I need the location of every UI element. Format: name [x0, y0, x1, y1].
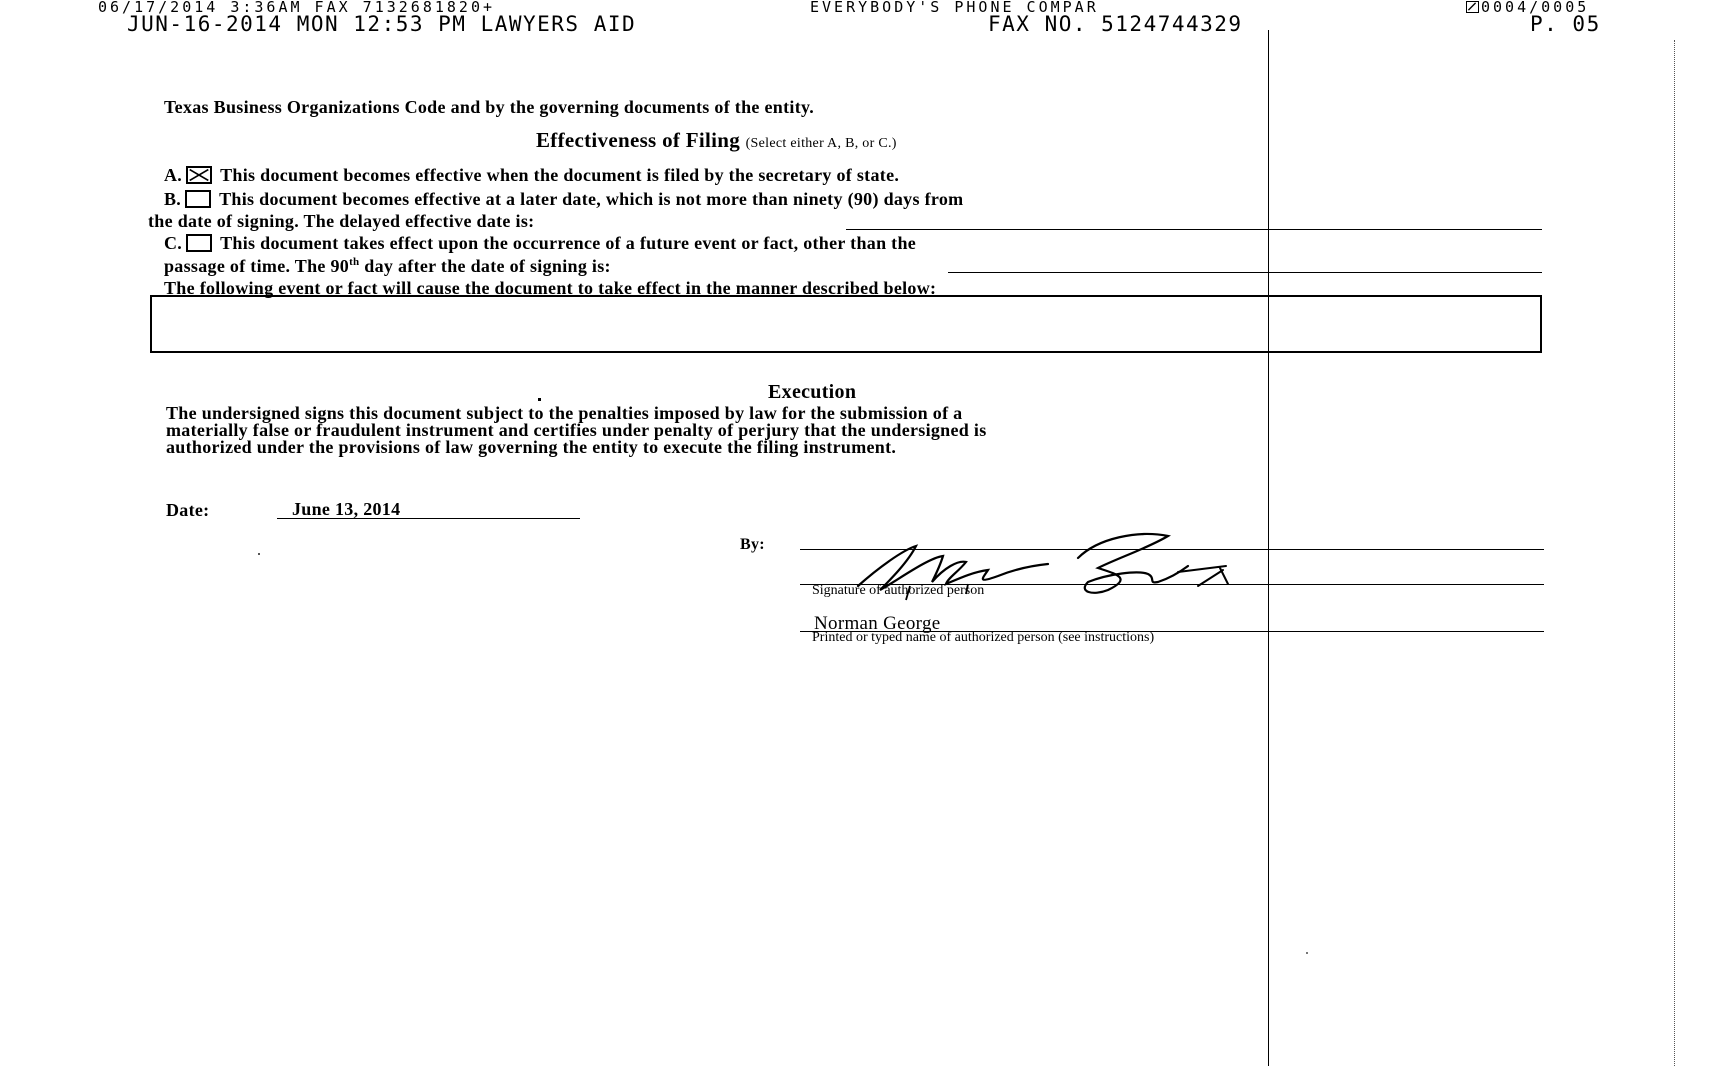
option-a-letter: A. — [164, 165, 183, 185]
option-c — [164, 233, 916, 254]
ninetieth-day-line[interactable] — [948, 272, 1542, 273]
printed-name: Norman George — [814, 613, 941, 634]
scan-speck-2 — [258, 553, 260, 555]
option-a — [164, 165, 899, 186]
effectiveness-heading-note: (Select either A, B, or C.) — [745, 136, 897, 151]
intro-line: Texas Business Organizations Code and by the governing documents of the entity. — [164, 97, 815, 117]
option-b-checkbox[interactable] — [185, 190, 211, 208]
option-b — [164, 189, 963, 210]
scan-speck-3 — [1306, 952, 1308, 954]
option-c-letter: C. — [164, 233, 183, 253]
fax-page-icon — [1466, 1, 1479, 13]
execution-line-1: The undersigned signs this document subject to the penalties imposed by law for the submission of a — [166, 403, 963, 423]
fax-scan-artifact-line — [1268, 30, 1269, 1066]
date-value: June 13, 2014 — [292, 499, 401, 519]
option-c-continuation-sup: th — [349, 256, 360, 268]
fax-header-line2-right: P. 05 — [1530, 12, 1601, 36]
by-label: By: — [740, 536, 765, 553]
execution-heading: Execution — [768, 381, 857, 403]
printed-name-caption: Printed or typed name of authorized person (see instructions) — [812, 630, 1155, 645]
execution-line-3: authorized under the provisions of law governing the entity to execute the filing instrument. — [166, 437, 897, 457]
checkbox-x-icon — [188, 168, 210, 182]
option-c-continuation-pre: passage of time. The 90 — [164, 256, 350, 276]
option-c-checkbox[interactable] — [186, 234, 212, 252]
delayed-date-line[interactable] — [846, 229, 1542, 230]
option-a-text: This document becomes effective when the document is filed by the secretary of state. — [220, 165, 900, 185]
option-c-following-text: The following event or fact will cause the document to take effect in the manner described below: — [164, 278, 937, 298]
date-line — [277, 518, 580, 519]
fax-header-line1-center: EVERYBODY'S PHONE COMPAR — [810, 0, 1099, 16]
fax-header-line2-left: JUN-16-2014 MON 12:53 PM LAWYERS AID — [127, 12, 637, 36]
date-label: Date: — [166, 500, 210, 520]
option-c-continuation — [164, 256, 611, 277]
signature-caption: Signature of authorized person — [812, 583, 985, 598]
event-description-box[interactable] — [150, 295, 1542, 353]
option-b-letter: B. — [164, 189, 182, 209]
fax-scan-artifact-edge — [1674, 40, 1675, 1066]
effectiveness-heading: Effectiveness of Filing — [536, 128, 741, 152]
fax-header-line2-center: FAX NO. 5124744329 — [988, 12, 1243, 36]
fax-header-line1-right: 0004/0005 — [1481, 0, 1590, 16]
fax-header-line1-left: 06/17/2014 3:36AM FAX 7132681820+ — [98, 0, 496, 16]
option-c-continuation-post: day after the date of signing is: — [359, 256, 611, 276]
effectiveness-heading-wrap — [536, 128, 897, 153]
option-b-continuation: the date of signing. The delayed effective date is: — [148, 211, 535, 231]
scan-speck — [538, 398, 541, 401]
option-b-text: This document becomes effective at a later date, which is not more than ninety (90) days from — [219, 189, 964, 209]
option-a-checkbox[interactable] — [186, 166, 212, 184]
execution-line-2: materially false or fraudulent instrument and certifies under penalty of perjury that the undersigned is — [166, 420, 987, 440]
option-c-text: This document takes effect upon the occurrence of a future event or fact, other than the — [220, 233, 917, 253]
